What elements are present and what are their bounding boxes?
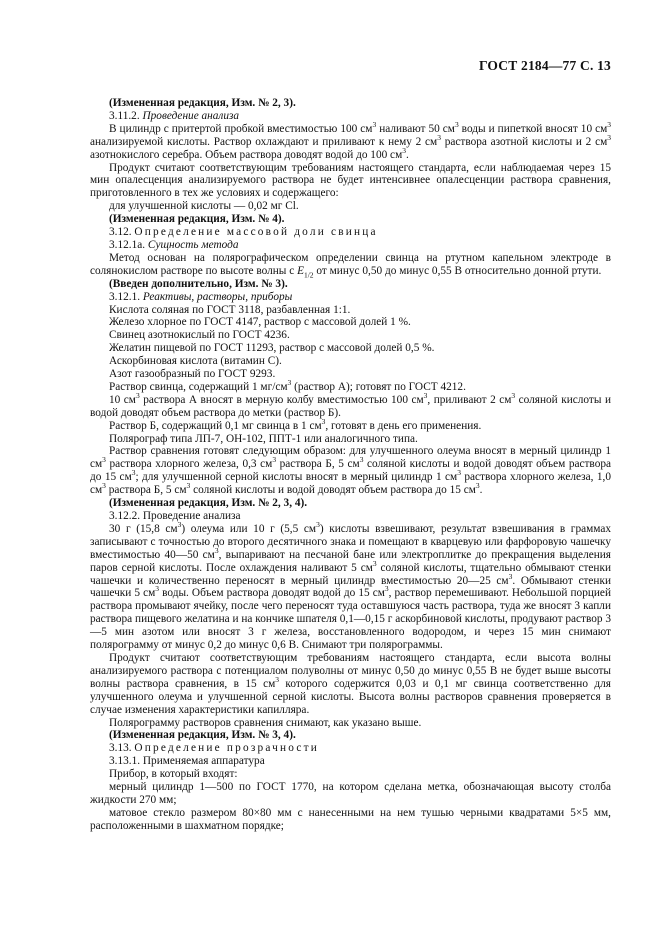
- text-run: 3: [384, 584, 389, 594]
- paragraph: [90, 200, 611, 213]
- text-run: 3.12.1а.: [109, 238, 148, 251]
- text-run: ; для улучшенной серной кислоты вносят в мерный цилиндр 1 см: [135, 471, 458, 484]
- text-run: , раствор перемешивают. Небольшой порцией раствора промывают ячейку, после чего переносят туда оставшуюся часть раствора, туда же вносят 3 капли раствора пищевого желатина и на кончике шпателя 0,1—0,15 г аскорбиновой кислоты, продувают раствор 3—5 мин азотом или вносят 3 г железа, восстановленного водородом, и через 15 мин снимают полярограмму от минус 0,2 до минус 0,6 В. Снимают три полярограммы.: [90, 587, 611, 652]
- text-run: .: [405, 148, 409, 161]
- text-run: 3: [272, 455, 277, 465]
- text-run: 3: [402, 145, 406, 155]
- text-run: раствора А вносят в мерную колбу вместимостью 100 см: [139, 393, 424, 406]
- text-run: E: [297, 264, 304, 277]
- paragraph: [90, 391, 611, 420]
- text-run: Определение массовой доли свинца: [134, 226, 378, 239]
- paragraph: [90, 329, 611, 342]
- text-run: 3: [607, 120, 612, 130]
- text-run: 3: [131, 468, 136, 478]
- text-run: 3: [454, 120, 459, 130]
- text-run: азотнокислого серебра. Объем раствора доводят водой до 100 см: [90, 148, 403, 161]
- text-run: 3: [423, 391, 428, 401]
- text-run: 3: [511, 391, 516, 401]
- text-run: 1/2: [303, 270, 314, 280]
- text-run: 3.12.1.: [109, 290, 143, 303]
- paragraph: [90, 239, 611, 252]
- paragraph: [90, 162, 611, 201]
- text-run: 3: [102, 455, 106, 465]
- text-run: соляной кислоты и водой доводят объем раствора до 15 см: [190, 484, 476, 497]
- text-run: Кислота соляная по ГОСТ 3118, разбавленная 1:1.: [109, 303, 351, 316]
- paragraph: [90, 291, 611, 304]
- text-run: мерный цилиндр 1—500 по ГОСТ 1770, на котором сделана метка, обозначающая высоту столба жидкости 270 мм;: [90, 781, 611, 806]
- paragraph: [90, 742, 611, 755]
- text-run: ) олеума или 10 г (5,5 см: [181, 522, 317, 535]
- text-run: Сущность метода: [147, 238, 239, 251]
- text-run: ) кислоты взвешивают, результат взвешивания в граммах записывают с точностью до второго десятичного знака и помещают в кварцевую или фарфоровую чашечку вместимостью 40—50 см: [90, 522, 611, 561]
- text-run: (Измененная редакция, Изм. № 2, 3).: [109, 97, 296, 109]
- text-run: 3: [321, 416, 326, 426]
- text-run: (Измененная редакция, Изм. № 4).: [109, 213, 285, 226]
- text-run: 3.13.: [109, 742, 135, 755]
- text-run: 3: [437, 132, 441, 142]
- text-run: матовое стекло размером 80×80 мм с нанесенными на нем тушью черными квадратами 5×5 мм, расположенными в шахматном порядке;: [90, 806, 611, 832]
- paragraph: [90, 342, 611, 355]
- paragraph: [90, 252, 611, 278]
- text-run: Желатин пищевой по ГОСТ 11293, раствор с массовой долей 0,5 %.: [109, 342, 435, 355]
- paragraph: [90, 510, 611, 523]
- text-run: Раствор Б, содержащий 0,1 мг свинца в 1 см: [109, 419, 322, 432]
- paragraph: [90, 520, 612, 652]
- text-run: для улучшенной кислоты — 0,02 мг Cl.: [109, 200, 299, 213]
- paragraph: [90, 316, 611, 329]
- text-run: Продукт считают соответствующим требованиям настоящего стандарта, если наблюдаемая через 15 мин опалесценция анализируемого раствора не будет интенсивнее опалесценции раствора сравнения, приготовленного в тех же условиях и содержащего:: [90, 161, 611, 200]
- document-body: [90, 97, 611, 833]
- paragraph: [90, 768, 611, 781]
- text-run: наливают 50 см: [376, 122, 455, 135]
- text-run: Железо хлорное по ГОСТ 4147, раствор с массовой долей 1 %.: [109, 316, 411, 329]
- paragraph: [90, 497, 611, 510]
- text-run: Метод основан на полярографическом определении свинца на ртутном капельном электроде в солянокислом растворе по высоте волны с: [90, 251, 611, 277]
- paragraph: [90, 755, 611, 768]
- text-run: 3: [155, 584, 160, 594]
- paragraph: [90, 781, 611, 807]
- text-run: (Введен дополнительно, Изм. № 3).: [109, 277, 288, 290]
- text-run: 3: [177, 520, 182, 530]
- text-run: 3: [372, 558, 377, 568]
- text-run: соляной кислоты, тщательно обмывают стенки чашечки и количественно переносят в мерный цилиндр вместимостью 20—25 см: [90, 561, 611, 587]
- paragraph: [90, 416, 611, 433]
- text-run: 3.11.2.: [109, 109, 143, 122]
- text-run: 3: [135, 391, 140, 401]
- paragraph: [90, 445, 611, 497]
- text-run: В цилиндр с притертой пробкой вместимостью 100 см: [109, 122, 373, 135]
- text-run: 30 г (15,8 см: [109, 522, 178, 535]
- text-run: 3: [508, 571, 513, 581]
- text-run: 3: [102, 481, 106, 491]
- text-run: 3: [372, 120, 377, 130]
- paragraph: [90, 304, 611, 317]
- text-run: . Обмывают стенки чашечки 5 см: [90, 574, 611, 600]
- text-run: , выпаривают на песчаной бане или электроплитке до прекращения выделения паров серной кислоты. После охлаждения наливают 5 см: [90, 548, 612, 574]
- text-run: 3: [186, 481, 191, 491]
- text-run: , готовят в день его применения.: [325, 419, 482, 432]
- text-run: раствора азотной кислоты и 2 см: [440, 135, 608, 148]
- text-run: 3.12.: [109, 226, 135, 239]
- paragraph: [90, 110, 611, 123]
- paragraph: [90, 807, 611, 833]
- text-run: воды и пипеткой вносят 10 см: [458, 122, 608, 135]
- text-run: 3: [475, 481, 480, 491]
- text-run: раствора хлорного железа, 0,3 см: [105, 458, 273, 471]
- text-run: Свинец азотнокислый по ГОСТ 4236.: [109, 329, 290, 342]
- text-run: раствора хлорного железа, 1,0 см: [90, 471, 611, 497]
- text-run: Аскорбиновая кислота (витамин С).: [109, 355, 282, 368]
- paragraph: [90, 278, 611, 291]
- paragraph: [90, 729, 611, 742]
- text-run: которого содержится 0,03 и 0,1 мг свинца соответственно для улучшенного олеума и улучшенной серной кислоты. Высота волны растворов сравнения проверяется в случае изменения характеристики капилляра.: [90, 677, 611, 716]
- text-run: Азот газообразный по ГОСТ 9293.: [109, 368, 276, 381]
- text-run: 3: [359, 455, 364, 465]
- text-run: Полярограмму растворов сравнения снимают, как указано выше.: [109, 716, 422, 729]
- paragraph: [90, 213, 611, 226]
- text-run: Продукт считают соответствующим требованиям настоящего стандарта, если высота волны анализируемого раствора с потенциалом полуволны от минус 0,50 до минус 0,55 В не будет выше высоты волны раствора сравнения, в 15 см: [90, 651, 611, 690]
- text-run: от минус 0,50 до минус 0,55 В относительно донной ртути.: [313, 264, 602, 277]
- text-run: воды. Объем раствора доводят водой до 15 см: [159, 587, 385, 600]
- paragraph: [90, 717, 611, 730]
- text-run: 3: [316, 520, 320, 530]
- paragraph: [90, 97, 611, 110]
- text-run: 3: [607, 132, 611, 142]
- text-run: 3: [275, 675, 280, 685]
- text-run: соляной кислоты и водой доводят объем раствора до 15 см: [90, 458, 612, 484]
- text-run: Раствор сравнения готовят следующим образом: для улучшенного олеума вносят в мерный цилиндр 1 см: [90, 445, 611, 471]
- text-run: 3: [457, 468, 461, 478]
- text-run: Проведение анализа: [142, 109, 240, 122]
- text-run: (Измененная редакция, Изм. № 2, 3, 4).: [109, 497, 308, 510]
- text-run: Реактивы, растворы, приборы: [142, 290, 293, 303]
- text-run: (раствор А); готовят по ГОСТ 4212.: [291, 380, 466, 393]
- text-run: соляной кислоты и водой доводят объем раствора до метки (раствор Б).: [90, 393, 611, 419]
- text-run: 10 см: [109, 393, 136, 406]
- paragraph: [90, 368, 611, 381]
- text-run: 3.13.1. Применяемая аппаратура: [109, 755, 265, 768]
- text-run: 3: [287, 378, 292, 388]
- text-run: раствора Б, 5 см: [105, 484, 187, 497]
- text-run: 3: [214, 545, 219, 555]
- text-run: анализируемой кислоты. Раствор охлаждают и приливают к нему 2 см: [90, 135, 438, 148]
- text-run: раствора Б, 5 см: [276, 458, 360, 471]
- page-header: ГОСТ 2184—77 С. 13: [478, 58, 611, 73]
- paragraph: [90, 226, 611, 239]
- text-run: (Измененная редакция, Изм. № 3, 4).: [109, 729, 296, 742]
- paragraph: [90, 355, 611, 368]
- paragraph: [90, 378, 611, 394]
- paragraph: [90, 120, 612, 162]
- text-run: Полярограф типа ЛП-7, ОН-102, ППТ-1 или аналогичного типа.: [109, 432, 418, 445]
- text-run: Раствор свинца, содержащий 1 мг/см: [109, 380, 288, 393]
- text-run: , приливают 2 см: [427, 393, 512, 406]
- text-run: Определение прозрачности: [134, 742, 319, 755]
- paragraph: [90, 652, 611, 717]
- text-run: Прибор, в который входят:: [109, 768, 238, 781]
- text-run: 3.12.2. Проведение анализа: [109, 510, 241, 522]
- text-run: .: [479, 484, 483, 497]
- paragraph: [90, 433, 611, 446]
